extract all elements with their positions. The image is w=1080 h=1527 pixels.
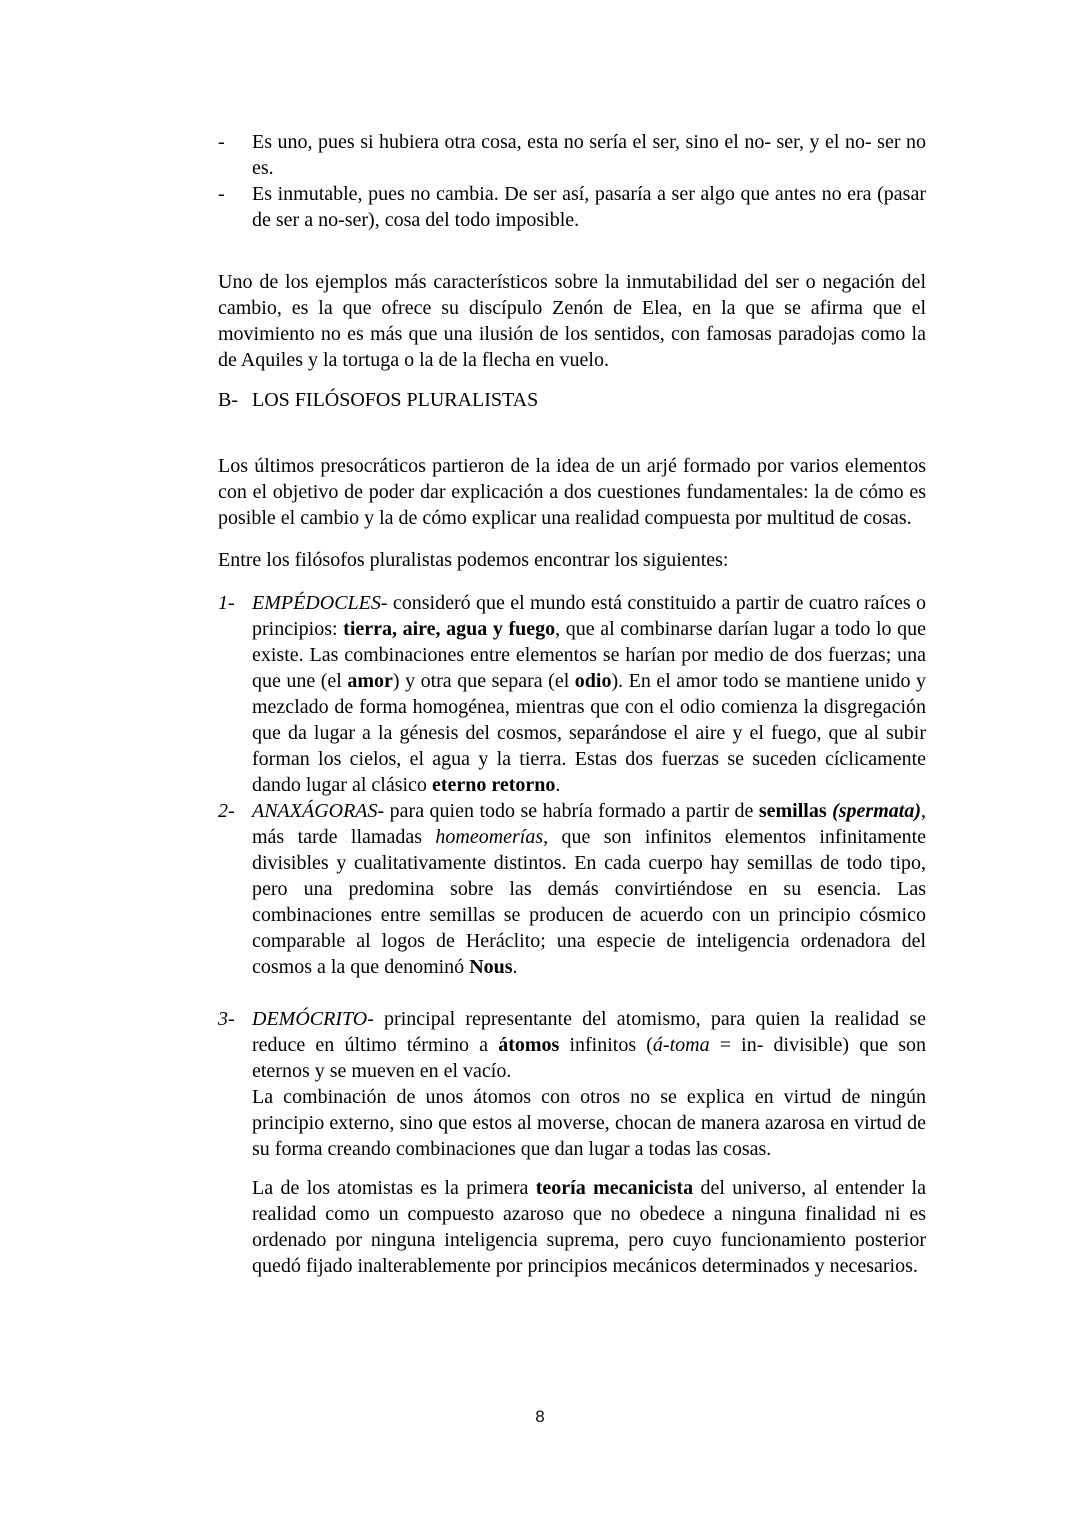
dash-marker: -	[218, 183, 225, 205]
list-item	[218, 129, 926, 181]
section-heading	[218, 387, 926, 413]
paragraph-atomistas: La de los atomistas es la primera teoría mecanicista del universo, al entender la realidad como un compuesto azaroso que no obedece a ninguna finalidad ni es ordenado por ninguna inteligencia suprema, pero cuyo funcionamiento posterior quedó fijado inalterablemente por principios mecánicos determinados y necesarios.	[252, 1177, 926, 1277]
list-item-text: Es inmutable, pues no cambia. De ser así, pasaría a ser algo que antes no era (pasar de ser a no-ser), cosa del todo imposible.	[252, 183, 926, 231]
paragraph-pluralistas-intro: Los últimos presocráticos partieron de la idea de un arjé formado por varios elementos con el objetivo de poder dar explicación a dos cuestiones fundamentales: la de cómo es posible el cambio y la de cómo explicar una realidad compuesta por multitud de cosas.	[218, 455, 926, 529]
numbered-item-democrito	[218, 1006, 926, 1162]
heading-text: LOS FILÓSOFOS PLURALISTAS	[252, 389, 539, 411]
numbered-item-body	[252, 1006, 926, 1162]
numbered-item-empedocles	[218, 590, 926, 798]
numbered-item-text: DEMÓCRITO- principal representante del atomismo, para quien la realidad se reduce en último término a átomos infinitos (á-toma = in- divisible) que son eternos y se mueven en el vacío.	[252, 1008, 926, 1082]
list-item	[218, 181, 926, 233]
numbered-item-anaxagoras	[218, 798, 926, 980]
number-marker: 3-	[218, 1008, 235, 1030]
number-marker: 2-	[218, 800, 235, 822]
numbered-item-text: La combinación de unos átomos con otros no se explica en virtud de ningún principio externo, sino que estos al moverse, chocan de manera azarosa en virtud de su forma creando combinaciones que dan lugar a todas las cosas.	[252, 1086, 926, 1160]
page-content	[218, 129, 926, 1279]
heading-marker: B-	[218, 389, 238, 411]
numbered-item-body	[252, 798, 926, 980]
numbered-item-text: ANAXÁGORAS- para quien todo se habría formado a partir de semillas (spermata), más tarde llamadas homeomerías, que son infinitos elementos infinitamente divisibles y cualitativamente distintos. En cada cuerpo hay semillas de todo tipo, pero una predomina sobre las demás convirtiéndose en su esencia. Las combinaciones entre semillas se producen de acuerdo con un principio cósmico comparable al logos de Heráclito; una especie de inteligencia ordenadora del cosmos a la que denominó Nous.	[252, 800, 927, 978]
number-marker: 1-	[218, 592, 235, 614]
numbered-item-text: EMPÉDOCLES- consideró que el mundo está constituido a partir de cuatro raíces o principios: tierra, aire, agua y fuego, que al combinarse darían lugar a todo lo que existe. Las combinaciones entre elementos se harían por medio de dos fuerzas; una que une (el amor) y otra que separa (el odio). En el amor todo se mantiene unido y mezclado de forma homogénea, mientras que con el odio comienza la disgregación que da lugar a la génesis del cosmos, separándose el aire y el fuego, que al subir forman los cielos, el agua y la tierra. Estas dos fuerzas se suceden cíclicamente dando lugar al clásico eterno retorno.	[252, 592, 926, 796]
numbered-list	[218, 590, 926, 1162]
dash-marker: -	[218, 131, 225, 153]
list-item-text: Es uno, pues si hubiera otra cosa, esta no sería el ser, sino el no- ser, y el no- ser no es.	[252, 131, 926, 179]
paragraph-zenon: Uno de los ejemplos más característicos sobre la inmutabilidad del ser o negación del cambio, es la que ofrece su discípulo Zenón de Elea, en la que se afirma que el movimiento no es más que una ilusión de los sentidos, con famosas paradojas como la de Aquiles y la tortuga o la de la flecha en vuelo.	[218, 271, 926, 371]
page-number: 8	[535, 1407, 545, 1426]
numbered-item-body	[252, 590, 926, 798]
paragraph-entre: Entre los filósofos pluralistas podemos encontrar los siguientes:	[218, 549, 729, 571]
dash-list	[218, 129, 926, 233]
